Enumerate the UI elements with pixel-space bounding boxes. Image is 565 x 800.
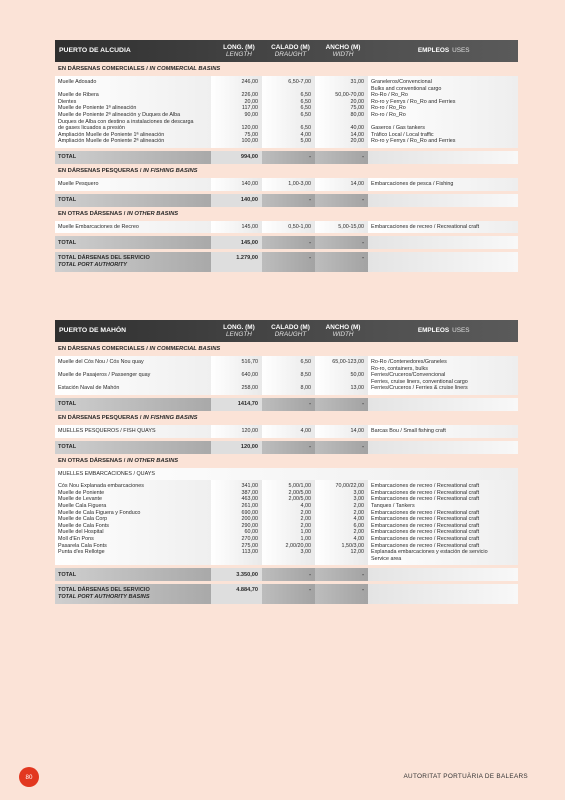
col-width: ANCHO (M) bbox=[325, 43, 361, 51]
total-row: TOTAL 1414,70 - - bbox=[55, 398, 518, 411]
section-rows bbox=[55, 425, 518, 438]
draught-value: 6,50-7,00 bbox=[288, 79, 311, 85]
col-draught: CALADO (M) bbox=[271, 43, 310, 51]
width-value bbox=[318, 379, 364, 386]
draught-value: 8,00 bbox=[300, 385, 311, 392]
use-value: Ferries, cruise liners, conventional cargo bbox=[371, 378, 468, 385]
names-column bbox=[55, 425, 211, 438]
length-value: 290,00 bbox=[241, 522, 258, 529]
quay-name: de gases licuados a presión bbox=[58, 125, 125, 132]
length-value: 261,00 bbox=[241, 502, 258, 509]
use-value: Embarcaciones de recreo / Recreational craft bbox=[371, 522, 480, 529]
length-value: 387,00 bbox=[241, 489, 258, 496]
col-uses: EMPLEOS bbox=[417, 47, 450, 55]
length-column bbox=[211, 356, 262, 395]
footer-publisher: AUTORITAT PORTUÀRIA DE BALEARS bbox=[403, 773, 528, 780]
draught-value: 6,50 bbox=[300, 92, 311, 99]
quay-name: Muelle Embarcaciones de Recreo bbox=[58, 223, 139, 230]
quay-name: Muelle del Cós Nou / Cós Nou quay bbox=[58, 359, 144, 365]
quay-name: MUELLES PESQUEROS / FISH QUAYS bbox=[58, 427, 156, 434]
length-value: 258,00 bbox=[241, 385, 258, 392]
quay-name: Muelle Pesquero bbox=[58, 180, 99, 187]
draught-value bbox=[265, 119, 311, 126]
length-value: 145,00 bbox=[241, 223, 258, 230]
quay-name: Muelle de Levante bbox=[58, 496, 103, 503]
width-value: 50,00 bbox=[350, 372, 364, 379]
col-width-en: WIDTH bbox=[332, 51, 354, 58]
draught-value: 8,50 bbox=[300, 372, 311, 379]
grand-total-row: TOTAL DÁRSENAS DEL SERVICIO TOTAL PORT AUTHORITY BASINS 4.884,70 - - bbox=[55, 584, 518, 604]
width-value: 2,00 bbox=[353, 502, 364, 509]
width-value: 1,50/3,00 bbox=[341, 542, 364, 549]
quay-name: Muelle del Hospital bbox=[58, 529, 104, 536]
length-value: 117,00 bbox=[241, 105, 258, 112]
length-value bbox=[214, 556, 258, 563]
width-value: 50,00-70,00 bbox=[335, 92, 364, 99]
width-column bbox=[315, 480, 368, 565]
section-heading: EN OTRAS DÁRSENAS / IN OTHER BASINS bbox=[58, 457, 179, 464]
total-row: TOTAL 120,00 - - bbox=[55, 441, 518, 454]
length-column bbox=[211, 425, 262, 438]
use-value: Ferries/Cruceros/Convencional bbox=[371, 372, 446, 379]
draught-value bbox=[265, 556, 311, 563]
alcudia-header bbox=[55, 40, 518, 62]
length-value: 516,70 bbox=[241, 359, 258, 365]
names-column bbox=[55, 356, 211, 395]
subheading: MUELLES EMBARCACIONES / QUAYS bbox=[55, 468, 518, 481]
use-value: Embarcaciones de recreo / Recreational craft bbox=[371, 529, 480, 536]
quay-name: Punta d'es Rellotge bbox=[58, 549, 105, 556]
quay-name: Moll d'En Pons bbox=[58, 535, 94, 542]
draught-value: 0,50-1,00 bbox=[288, 223, 311, 230]
quay-name bbox=[58, 86, 209, 93]
names-column bbox=[55, 480, 211, 565]
port-name: PUERTO DE ALCUDIA bbox=[59, 47, 131, 55]
col-length: LONG. (M) bbox=[223, 43, 255, 51]
quay-name: Muelle de Cala Figuera y Fonduco bbox=[58, 509, 141, 516]
use-value: Ro-Ro /Contenedores/Graneles bbox=[371, 359, 447, 365]
use-value: Ro-ro / Ro_Ro bbox=[371, 111, 406, 118]
draught-value: 2,00/5,00 bbox=[288, 496, 311, 503]
width-value: 13,00 bbox=[350, 385, 364, 392]
width-value: 80,00 bbox=[350, 111, 364, 118]
width-value: 70,00/22,00 bbox=[335, 483, 364, 490]
section-heading: EN OTRAS DÁRSENAS / IN OTHER BASINS bbox=[58, 210, 179, 217]
use-value: Service area bbox=[371, 555, 402, 562]
use-value: Embarcaciones de recreo / Recreational craft bbox=[371, 516, 480, 523]
width-value: 12,00 bbox=[350, 549, 364, 556]
quay-name bbox=[58, 366, 209, 373]
use-value: Barcas Bou / Small fishing craft bbox=[371, 427, 446, 434]
length-value: 341,00 bbox=[241, 483, 258, 490]
use-value: Embarcaciones de recreo / Recreational craft bbox=[371, 542, 480, 549]
draught-column bbox=[262, 221, 315, 234]
draught-value bbox=[265, 86, 311, 93]
draught-value: 2,00/5,00 bbox=[288, 489, 311, 496]
width-column bbox=[315, 178, 368, 191]
use-value: Embarcaciones de recreo / Recreational craft bbox=[371, 496, 480, 503]
length-column bbox=[211, 76, 262, 148]
total-row: TOTAL 3.350,00 - - bbox=[55, 568, 518, 581]
section-rows bbox=[55, 480, 518, 565]
width-value: 20,00 bbox=[350, 98, 364, 105]
draught-column bbox=[262, 178, 315, 191]
quay-name: Cós Nou Explanada embarcaciones bbox=[58, 483, 145, 490]
uses-column bbox=[368, 76, 518, 148]
names-column bbox=[55, 221, 211, 234]
use-value: Embarcaciones de recreo / Recreational craft bbox=[371, 489, 480, 496]
length-value bbox=[214, 379, 258, 386]
use-value: Explanada embarcaciones y estación de servicio bbox=[371, 549, 488, 556]
quay-name: Estación Naval de Mahón bbox=[58, 385, 120, 392]
length-value: 275,00 bbox=[241, 542, 258, 549]
use-value: Embarcaciones de recreo / Recreational craft bbox=[371, 535, 480, 542]
draught-value: 2,00/20,00 bbox=[285, 542, 311, 549]
length-value bbox=[214, 366, 258, 373]
use-value: Ro-Ro / Ro_Ro bbox=[371, 92, 408, 99]
width-value: 20,00 bbox=[350, 138, 364, 145]
width-value bbox=[318, 86, 364, 93]
length-value: 200,00 bbox=[241, 516, 258, 523]
length-value: 90,00 bbox=[244, 111, 258, 118]
length-value: 20,00 bbox=[244, 98, 258, 105]
draught-value: 1,00 bbox=[300, 535, 311, 542]
use-value: Embarcaciones de recreo / Recreational craft bbox=[371, 223, 480, 230]
page-number: 80 bbox=[19, 767, 39, 787]
width-value: 31,00 bbox=[350, 79, 364, 85]
col-uses-en: USES bbox=[452, 47, 470, 55]
length-value: 140,00 bbox=[241, 180, 258, 187]
use-value bbox=[371, 119, 516, 126]
use-value: Bulks and conventional cargo bbox=[371, 85, 442, 92]
width-value bbox=[318, 119, 364, 126]
width-value: 4,00 bbox=[353, 535, 364, 542]
width-column bbox=[315, 76, 368, 148]
quay-name: Muelle Adosado bbox=[58, 79, 97, 85]
uses-column bbox=[368, 480, 518, 565]
width-value: 2,00 bbox=[353, 529, 364, 536]
draught-value: 6,50 bbox=[300, 98, 311, 105]
width-value: 14,00 bbox=[350, 131, 364, 138]
draught-value: 4,00 bbox=[300, 427, 311, 434]
port-name: PUERTO DE MAHÓN bbox=[59, 327, 127, 335]
length-value: 113,00 bbox=[241, 549, 258, 556]
draught-value: 4,00 bbox=[300, 502, 311, 509]
total-row: TOTAL 140,00 - - bbox=[55, 194, 518, 207]
length-column bbox=[211, 178, 262, 191]
draught-value: 1,00 bbox=[300, 529, 311, 536]
draught-value: 2,00 bbox=[300, 516, 311, 523]
width-value: 4,00 bbox=[353, 516, 364, 523]
use-value: Tráfico Local / Local traffic bbox=[371, 131, 434, 138]
length-value: 246,00 bbox=[241, 79, 258, 85]
draught-value: 5,00 bbox=[300, 138, 311, 145]
section-rows bbox=[55, 178, 518, 191]
width-value: 14,00 bbox=[350, 427, 364, 434]
width-value: 3,00 bbox=[353, 496, 364, 503]
draught-value: 1,00-3,00 bbox=[288, 180, 311, 187]
names-column bbox=[55, 178, 211, 191]
draught-value: 4,00 bbox=[300, 131, 311, 138]
width-value: 2,00 bbox=[353, 509, 364, 516]
quay-name bbox=[58, 379, 209, 386]
draught-value: 6,50 bbox=[300, 111, 311, 118]
length-value: 100,00 bbox=[241, 138, 258, 145]
length-value bbox=[214, 86, 258, 93]
draught-value: 2,00 bbox=[300, 522, 311, 529]
draught-column bbox=[262, 76, 315, 148]
length-value: 690,00 bbox=[241, 509, 258, 516]
draught-value: 6,50 bbox=[300, 359, 311, 365]
names-column bbox=[55, 76, 211, 148]
quay-name: Muelle de Poniente 1ª alineación bbox=[58, 105, 137, 112]
quay-name: Duques de Alba con destino a instalaciones de descarga bbox=[58, 118, 194, 125]
width-value bbox=[318, 556, 364, 563]
quay-name: Muelle de Ribera bbox=[58, 92, 99, 99]
mahon-header: PUERTO DE MAHÓN LONG. (M) LENGTH CALADO (M) DRAUGHT ANCHO (M) WIDTH EMPLEOS USES bbox=[55, 320, 518, 342]
section-rows bbox=[55, 221, 518, 234]
use-value: Ro-ro y Ferrys / Ro_Ro and Ferries bbox=[371, 138, 456, 145]
draught-value: 2,00 bbox=[300, 509, 311, 516]
quay-name: Muelle Cala Figuera bbox=[58, 502, 107, 509]
quay-name: Muelle de Cala Corp bbox=[58, 516, 108, 523]
draught-value bbox=[265, 379, 311, 386]
use-value: Ro-ro / Ro_Ro bbox=[371, 105, 406, 112]
length-value bbox=[214, 119, 258, 126]
section-rows bbox=[55, 356, 518, 395]
section-subheading-row bbox=[55, 468, 518, 481]
width-value bbox=[318, 366, 364, 373]
uses-column bbox=[368, 221, 518, 234]
length-value: 640,00 bbox=[241, 372, 258, 379]
draught-value: 6,50 bbox=[300, 125, 311, 132]
total-row: TOTAL 145,00 - - bbox=[55, 236, 518, 249]
draught-value: 5,00/1,00 bbox=[288, 483, 311, 490]
width-column bbox=[315, 425, 368, 438]
draught-value bbox=[265, 366, 311, 373]
use-value: Gaseros / Gas tankers bbox=[371, 125, 425, 132]
section-rows bbox=[55, 76, 518, 148]
use-value: Tanques / Tankers bbox=[371, 502, 415, 509]
length-value: 120,00 bbox=[241, 125, 258, 132]
use-value: Ro-ro, containers, bulks bbox=[371, 365, 428, 372]
quay-name: Muelle de Cala Fonts bbox=[58, 522, 109, 529]
uses-column bbox=[368, 425, 518, 438]
quay-name: Ampliación Muelle de Poniente 1ª alineación bbox=[58, 131, 165, 138]
length-value: 226,00 bbox=[241, 92, 258, 99]
quay-name: Muelle de Pasajeros / Passenger quay bbox=[58, 372, 151, 379]
length-value: 75,00 bbox=[244, 131, 258, 138]
use-value: Embarcaciones de pesca / Fishing bbox=[371, 180, 454, 187]
draught-value: 3,00 bbox=[300, 549, 311, 556]
width-value: 3,00 bbox=[353, 489, 364, 496]
section-heading: EN DÁRSENAS COMERCIALES / IN COMMERCIAL BASINS bbox=[58, 66, 221, 72]
quay-name bbox=[58, 556, 209, 563]
col-length-en: LENGTH bbox=[225, 51, 252, 58]
quay-name: Muelle de Poniente bbox=[58, 489, 105, 496]
quay-name: Pasarela Cala Fonts bbox=[58, 542, 107, 549]
width-value: 40,00 bbox=[350, 125, 364, 132]
length-value: 270,00 bbox=[241, 535, 258, 542]
width-value: 5,00-15,00 bbox=[338, 223, 364, 230]
width-value: 75,00 bbox=[350, 105, 364, 112]
col-draught-en: DRAUGHT bbox=[274, 51, 307, 58]
section-heading: EN DÁRSENAS PESQUERAS / IN FISHING BASINS bbox=[58, 414, 198, 421]
grand-total-row: TOTAL DÁRSENAS DEL SERVICIO TOTAL PORT AUTHORITY 1.279,00 - - bbox=[55, 252, 518, 272]
width-column bbox=[315, 221, 368, 234]
width-value: 6,00 bbox=[353, 522, 364, 529]
quay-name: Muelle de Poniente 2ª alineación y Duques de Alba bbox=[58, 111, 181, 118]
length-value: 463,00 bbox=[241, 496, 258, 503]
length-column bbox=[211, 221, 262, 234]
length-value: 120,00 bbox=[241, 427, 258, 434]
length-value: 60,00 bbox=[244, 529, 258, 536]
use-value: Ferries/Cruceros / Ferries & cruise liners bbox=[371, 385, 468, 392]
uses-column bbox=[368, 356, 518, 395]
mahon-table bbox=[55, 320, 518, 604]
quay-name: Dientes bbox=[58, 98, 77, 105]
uses-column bbox=[368, 178, 518, 191]
use-value: Embarcaciones de recreo / Recreational craft bbox=[371, 483, 480, 490]
alcudia-table bbox=[55, 40, 518, 272]
use-value: Ro-ro y Ferrys / Ro_Ro and Ferries bbox=[371, 98, 456, 105]
draught-column bbox=[262, 356, 315, 395]
draught-column bbox=[262, 425, 315, 438]
length-column bbox=[211, 480, 262, 565]
draught-value: 6,50 bbox=[300, 105, 311, 112]
width-value: 65,00-123,00 bbox=[332, 359, 364, 365]
total-row: TOTAL 994,00 - - bbox=[55, 151, 518, 164]
section-heading: EN DÁRSENAS PESQUERAS / IN FISHING BASINS bbox=[58, 167, 198, 174]
quay-name: Ampliación Muelle de Poniente 2ª alineación bbox=[58, 138, 165, 145]
use-value: Graneleros/Convencional bbox=[371, 79, 432, 85]
width-value: 14,00 bbox=[350, 180, 364, 187]
draught-column bbox=[262, 480, 315, 565]
width-column bbox=[315, 356, 368, 395]
section-heading: EN DÁRSENAS COMERCIALES / IN COMMERCIAL BASINS bbox=[58, 346, 221, 352]
use-value: Embarcaciones de recreo / Recreational craft bbox=[371, 509, 480, 516]
